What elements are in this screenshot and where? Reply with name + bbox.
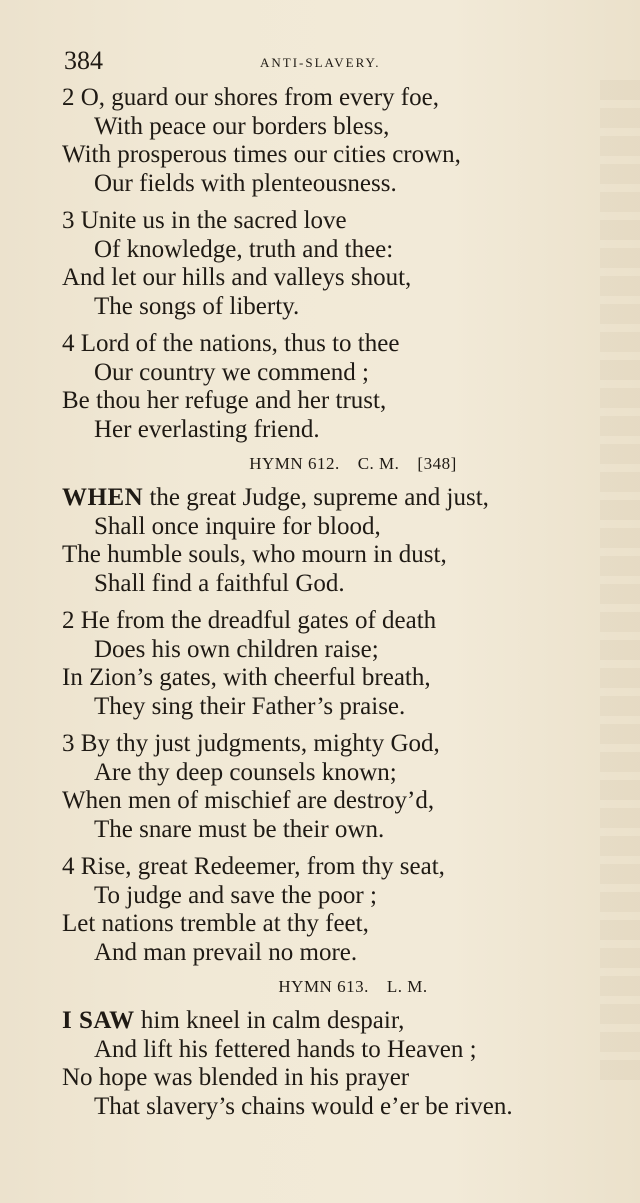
verse-line: 2 O, guard our shores from every foe, xyxy=(62,84,439,111)
verse-line: No hope was blended in his prayer xyxy=(62,1064,410,1091)
verse-line: Of knowledge, truth and thee: xyxy=(94,235,394,263)
verse-line: Are thy deep counsels known; xyxy=(94,758,397,786)
verse-line: And man prevail no more. xyxy=(94,938,358,966)
verse-line: 2 He from the dreadful gates of death xyxy=(62,607,437,634)
hymn-meter: C. M. xyxy=(357,454,400,473)
stanza xyxy=(62,730,622,844)
verse-line: 4 Lord of the nations, thus to thee xyxy=(62,330,400,357)
opening-word: WHEN xyxy=(62,484,144,511)
verse-line: Let nations tremble at thy feet, xyxy=(62,910,369,937)
hymn-number: HYMN 612. xyxy=(249,454,340,473)
verse-line: Her everlasting friend. xyxy=(94,415,320,443)
verse-text: him kneel in calm despair, xyxy=(134,1007,405,1034)
verse-line: In Zion’s gates, with cheerful breath, xyxy=(62,664,431,691)
hymn-heading xyxy=(102,444,622,484)
verse-line: 4 Rise, great Redeemer, from thy seat, xyxy=(62,853,445,880)
stanza xyxy=(62,1007,622,1121)
verse-line: Does his own children raise; xyxy=(94,635,379,663)
hymn-heading xyxy=(102,967,622,1007)
hymn-number: HYMN 613. xyxy=(278,977,369,996)
page-body xyxy=(62,84,622,1121)
verse-line: Our fields with plenteousness. xyxy=(94,169,397,197)
verse-line: Shall once inquire for blood, xyxy=(94,512,381,540)
verse-line: Our country we commend ; xyxy=(94,358,369,386)
verse-line: With prosperous times our cities crown, xyxy=(62,141,461,168)
verse-line: To judge and save the poor ; xyxy=(94,881,377,909)
stanza xyxy=(62,853,622,967)
stanza xyxy=(62,330,622,444)
verse-line: And lift his fettered hands to Heaven ; xyxy=(94,1035,477,1063)
stanza xyxy=(62,207,622,321)
verse-line: That slavery’s chains would e’er be riven. xyxy=(94,1092,513,1120)
stanza xyxy=(62,607,622,721)
verse-text: the great Judge, supreme and just, xyxy=(143,484,489,511)
verse-line: When men of mischief are destroy’d, xyxy=(62,787,435,814)
stanza xyxy=(62,84,622,198)
verse-line: The snare must be their own. xyxy=(94,815,385,843)
verse-line: With peace our borders bless, xyxy=(94,112,390,140)
verse-line: The songs of liberty. xyxy=(94,292,300,320)
page-number: 384 xyxy=(64,46,103,75)
verse-line: The humble souls, who mourn in dust, xyxy=(62,541,447,568)
opening-word: I SAW xyxy=(62,1007,135,1034)
hymn-reference: [348] xyxy=(417,454,457,473)
running-head: ANTI-SLAVERY. xyxy=(260,55,381,70)
stanza xyxy=(62,484,622,598)
verse-line xyxy=(62,1007,622,1036)
hymn-meter: L. M. xyxy=(386,977,428,996)
verse-line: And let our hills and valleys shout, xyxy=(62,264,412,291)
page-header xyxy=(64,46,604,76)
verse-line: 3 Unite us in the sacred love xyxy=(62,207,347,234)
verse-line: 3 By thy just judgments, mighty God, xyxy=(62,730,440,757)
verse-line: They sing their Father’s praise. xyxy=(94,692,406,720)
verse-line xyxy=(62,484,622,513)
verse-line: Be thou her refuge and her trust, xyxy=(62,387,387,414)
verse-line: Shall find a faithful God. xyxy=(94,569,345,597)
